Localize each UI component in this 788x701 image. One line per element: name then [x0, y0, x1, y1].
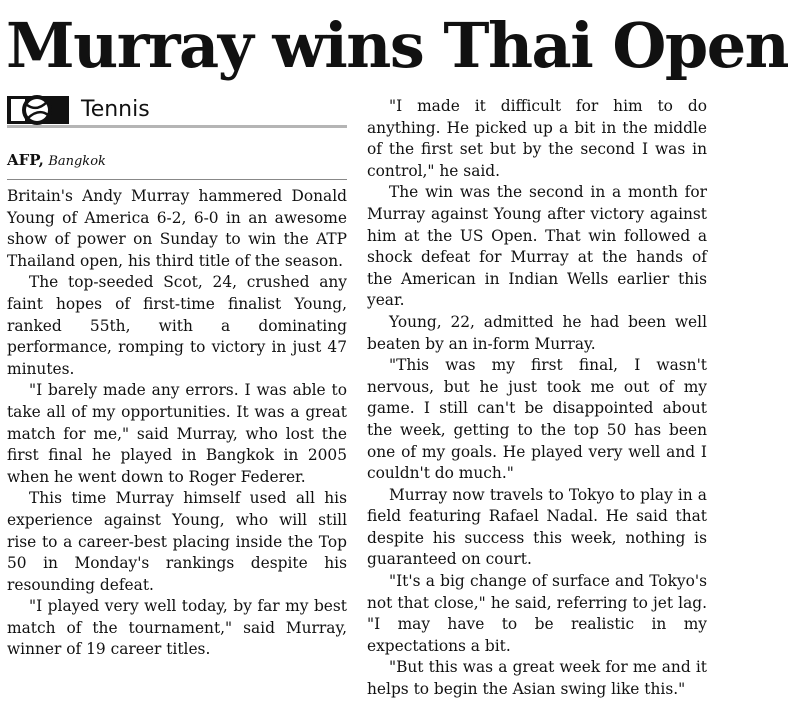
- left-column-text: [7, 186, 347, 661]
- section-label: Tennis: [81, 97, 150, 122]
- paragraph: "It's a big change of surface and Tokyo's not that close," he said, referring to jet lag. "I may have to be realistic in my expectations a bit.: [367, 572, 707, 655]
- left-column: [7, 96, 347, 661]
- paragraph: Murray now travels to Tokyo to play in a field featuring Rafael Nadal. He said that despite his success this week, nothing is guaranteed on court.: [367, 485, 707, 569]
- right-column: [367, 96, 707, 701]
- byline: [7, 150, 347, 180]
- right-column-text: [367, 96, 707, 701]
- section-tag: [7, 96, 347, 128]
- byline-place: Bangkok: [48, 154, 106, 169]
- paragraph: "I played very well today, by far my best match of the tournament," said Murray, winner of 19 career titles.: [7, 597, 347, 659]
- paragraph: This time Murray himself used all his experience against Young, who will still rise to a career-best placing inside the Top 50 in Monday's rankings despite his resounding defeat.: [7, 489, 347, 594]
- paragraph: "I barely made any errors. I was able to take all of my opportunities. It was a great match for me," said Murray, who lost the first final he played in Bangkok in 2005 when he went down to Roger Federer.: [7, 381, 347, 486]
- paragraph: Young, 22, admitted he had been well beaten by an in-form Murray.: [367, 312, 707, 353]
- headline: Murray wins Thai Open: [6, 9, 788, 82]
- paragraph: "But this was a great week for me and it helps to begin the Asian swing like this.": [367, 658, 707, 699]
- paragraph: The top-seeded Scot, 24, crushed any faint hopes of first-time finalist Young, ranked 55th, with a dominating performance, romping to victory in just 47 minutes.: [7, 273, 347, 378]
- paragraph: Britain's Andy Murray hammered Donald Young of America 6-2, 6-0 in an awesome show of power on Sunday to win the ATP Thailand open, his third title of the season.: [7, 187, 347, 270]
- paragraph: "I made it difficult for him to do anything. He picked up a bit in the middle of the first set but by the second I was in control," he said.: [367, 97, 707, 180]
- paragraph: The win was the second in a month for Murray against Young after victory against him at the US Open. That win followed a shock defeat for Murray at the hands of the American in Indian Wells earlier this year.: [367, 183, 707, 310]
- paragraph: "This was my first final, I wasn't nervous, but he just took me out of my game. I still can't be disappointed about the week, getting to the top 50 has been one of my goals. He played very well and I couldn't do much.": [367, 356, 707, 483]
- tennis-ball-icon: [7, 96, 77, 124]
- byline-agency: AFP,: [7, 151, 44, 169]
